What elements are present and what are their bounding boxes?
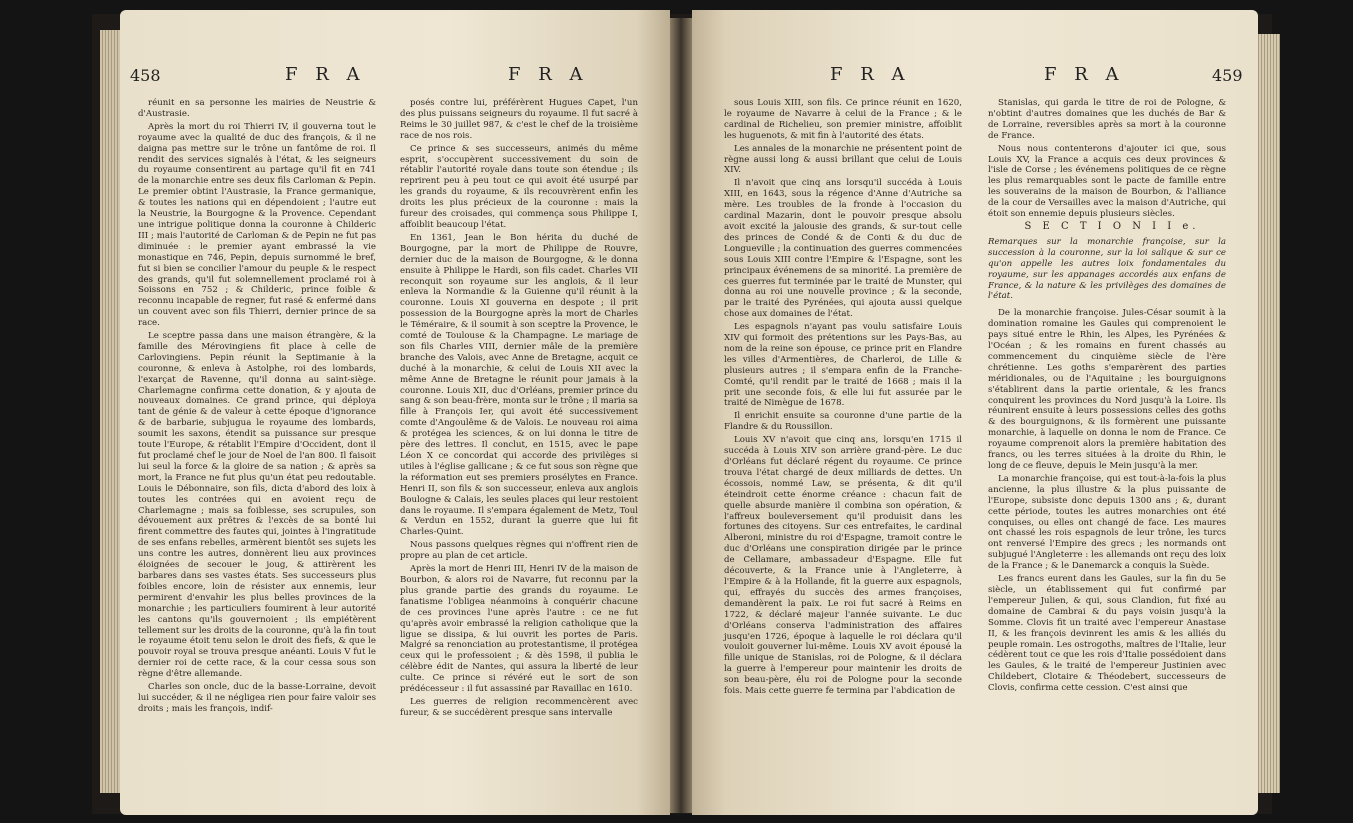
paragraph: La monarchie françoise, qui est tout-à-la-fois la plus ancienne, la plus illustre & la plus puissante de l'Europe, subsiste donc depuis 1300 ans ; &, durant cette période, toutes les autres monarchies ont été conquises, ou elles ont changé de face. Les maures ont chassé les rois espagnols de leur trône, les turcs ont renversé l'Empire des grecs ; les normands ont subjugué l'Angleterre : les allemands ont reçu des loix de la France ; & le Danemarck a conquis la Suède. <box>988 473 1226 572</box>
paragraph: Les guerres de religion recommencèrent avec fureur, & se succédèrent presque sans intervalle <box>400 696 638 718</box>
paragraph: Nous nous contenterons d'ajouter ici que, sous Louis XV, la France a acquis ces deux provinces & l'isle de Corse ; les événemens politiques de ce règne les plus remarquables sont le pacte de famille entre les souverains de la maison de Bourbon, & l'alliance de la cour de Versailles avec la maison d'Autriche, qui étoit son ennemie depuis plusieurs siècles. <box>988 143 1226 220</box>
page-number-right: 459 <box>1212 66 1243 85</box>
page-edge-left <box>100 30 120 793</box>
paragraph: Les espagnols n'ayant pas voulu satisfaire Louis XIV qui formoit des prétentions sur les Pays-Bas, au nom de la reine son épouse, ce prince prit en Flandre les villes d'Armentières, de Charleroi, de Lille & plusieurs autres ; il s'empara enfin de la Franche-Comté, qu'il rendit par le traité de 1668 ; mais il la prit une seconde fois, & elle lui fut assurée par le traité de Nimègue de 1678. <box>724 322 962 409</box>
running-head-left-col2: F R A <box>508 64 589 85</box>
paragraph: En 1361, Jean le Bon hérita du duché de Bourgogne, par la mort de Philippe de Rouvre, dernier duc de la maison de Bourgogne, & le donna ensuite à Philippe le Hardi, son fils cadet. Charles VII reconquit son royaume sur les anglois, & il leur enleva la Normandie & la Guienne qu'il réunit à la couronne. Louis XI gouverna en despote ; il prit possession de la Bourgogne après la mort de Charles le Téméraire, & il soumit à son sceptre la Provence, le comté de Toulouse & la Champagne. Le mariage de son fils Charles VIII, dernier mâle de la première branche des Valois, avec Anne de Bretagne, acquit ce duché à la monarchie, & celui de Louis XII avec la même Anne de Bretagne le réunit pour jamais à la couronne. Louis XII, duc d'Orléans, premier prince du sang & son beau-frère, monta sur le trône ; il maria sa fille à François Ier, qui avoit été successivement comte d'Angoulême & de Valois. Le nouveau roi aima & protégea les sciences, & on lui donna le titre de père des lettres. Il conclut, en 1515, avec le pape Léon X ce concordat qui accorde des privilèges si utiles à l'église gallicane ; & ce fut sous son règne que la réformation eut ses premiers prosélytes en France. Henri II, son fils & son successeur, enleva aux anglois Boulogne & Calais, les seules places qui leur restoient dans le royaume. Il s'empara également de Metz, Toul & Verdun en 1552, durant la guerre que lui fit Charles-Quint. <box>400 232 638 538</box>
book-gutter <box>670 18 692 813</box>
right-page-column-1 <box>724 98 962 807</box>
running-head-right-col1: F R A <box>830 64 911 85</box>
paragraph: Stanislas, qui garda le titre de roi de Pologne, & n'obtint d'autres domaines que les duchés de Bar & de Lorraine, reversibles après sa mort à la couronne de France. <box>988 98 1226 141</box>
paragraph: Ce prince & ses successeurs, animés du même esprit, s'occupèrent successivement du soin de rétablir l'autorité royale dans toute son étendue ; ils reprirent peu à peu tout ce qui avoit été usurpé par les grands du royaume, & ils recouvrèrent enfin les droits les plus précieux de la couronne : mais la fureur des croisades, qui commença sous Philippe I, affoiblit beaucoup l'état. <box>400 143 638 230</box>
left-page <box>120 10 670 815</box>
page-number-left: 458 <box>130 66 161 85</box>
left-page-header <box>120 64 670 90</box>
section-summary: Remarques sur la monarchie françoise, sur la succession à la couronne, sur la loi salique & sur ce qu'on appelle les autres loix fondamentales du royaume, sur les appanages accordés aux enfans de France, & la nature & les privilèges des domaines de l'état. <box>988 236 1226 302</box>
paragraph: Nous passons quelques règnes qui n'offrent rien de propre au plan de cet article. <box>400 540 638 562</box>
paragraph: De la monarchie françoise. Jules-César soumit à la domination romaine les Gaules qui comprenoient le pays situé entre le Rhin, les Alpes, les Pyrénées & l'Océan ; & les romains en furent chassés au commencement du cinquième siècle de l'ère chrétienne. Les goths s'emparèrent des parties méridionales, ou de l'Aquitaine ; les bourguignons s'établirent dans la partie orientale, & les francs conquirent les provinces du Nord jusqu'à la Loire. Ils réunirent ensuite à leurs possessions celles des goths & des bourguignons, & ils formèrent une puissante monarchie, à laquelle on donna le nom de France. Ce royaume comprenoit alors la première habitation des francs, ou les terres situées à la droite du Rhin, le long de ce fleuve, depuis le Mein jusqu'à la mer. <box>988 308 1226 471</box>
right-page-header <box>692 64 1258 90</box>
page-edge-right <box>1258 34 1280 793</box>
running-head-right-col2: F R A <box>1044 64 1125 85</box>
right-page <box>692 10 1258 815</box>
paragraph: réunit en sa personne les mairies de Neustrie & d'Austrasie. <box>138 98 376 119</box>
paragraph: Après la mort de Henri III, Henri IV de la maison de Bourbon, & alors roi de Navarre, fut reconnu par la plus grande partie des grands du royaume. Le fanatisme l'obligea néanmoins à conquérir chacune de ces provinces l'une après l'autre : ce ne fut qu'après avoir embrassé la religion catholique que la ligue se dissipa, & lui ouvrit les portes de Paris. Malgré sa renonciation au protestantisme, il protégea ceux qui le professoient ; & dès 1598, il publia le célèbre édit de Nantes, qui assura la liberté de leur culte. Ce prince si révéré eut le sort de son prédécesseur : il fut assassiné par Ravaillac en 1610. <box>400 564 638 695</box>
paragraph: Il enrichit ensuite sa couronne d'une partie de la Flandre & du Roussillon. <box>724 411 962 433</box>
left-page-column-2 <box>400 98 638 807</box>
paragraph: Les annales de la monarchie ne présentent point de règne aussi long & aussi brillant que celui de Louis XIV. <box>724 143 962 176</box>
paragraph: Les francs eurent dans les Gaules, sur la fin du 5e siècle, un établissement qui fut confirmé par l'empereur Julien, & qui, sous Clandion, fut fixé au domaine de Cambrai & du pays voisin jusqu'à la Somme. Clovis fit un traité avec l'empereur Anastase II, & les françois devinrent les amis & les alliés du peuple romain. Les ostrogoths, maîtres de l'Italie, leur cédèrent tout ce que les rois d'Italie possédoient dans les Gaules, & le traité de l'empereur Justinien avec Childebert, Clotaire & Théodebert, successeurs de Clovis, confirma cette cession. C'est ainsi que <box>988 574 1227 694</box>
left-page-column-1 <box>138 98 376 807</box>
paragraph: Le sceptre passa dans une maison étrangère, & la famille des Mérovingiens fit place à celle de Carlovingiens. Pepin réunit la Septimanie à la couronne, & enleva à Astolphe, roi des lombards, l'exarçat de Ravenne, qu'il donna au saint-siège. Charlemagne confirma cette donation, & y ajouta de nouveaux domaines. Ce grand prince, qui déploya tant de génie & de valeur à cette époque d'ignorance & de barbarie, subjugua le royaume des lombards, soumit les saxons, étendit sa puissance sur presque toute l'Europe, & rétablit l'Empire d'Occident, dont il fut proclamé chef le jour de Noel de l'an 800. Il faisoit lui seul la force & la gloire de sa nation ; & après sa mort, la France ne fut plus qu'un état peu redoutable. Louis le Débonnaire, son fils, dicta d'abord des loix à toutes les contrées qui en avoient reçu de Charlemagne ; mais sa foiblesse, ses scrupules, son dévouement aux prêtres & l'excès de sa bonté lui firent commettre des fautes qui, jointes à l'ingratitude de ses enfans rebelles, armèrent bientôt ses sujets les uns contre les autres, donnèrent lieu aux provinces éloignées de secouer le joug, & attirèrent les barbares dans ses vastes états. Ses successeurs plus foibles encore, loin de résister aux ennemis, leur permirent d'envahir les plus belles provinces de la monarchie ; les particuliers foumirent à leur autorité les cantons qu'ils gouvernoient ; ils empiétèrent tellement sur les droits de la couronne, qu'à la fin tout le royaume étoit tenu selon le droit des fiefs, & que le pouvoir royal se trouva presque anéanti. Louis V fut le dernier roi de cette race, & la cour cessa sous son règne d'être allemande. <box>138 331 376 680</box>
section-title: S E C T I O N I I e. <box>1024 220 1200 232</box>
paragraph: Il n'avoit que cinq ans lorsqu'il succéda à Louis XIII, en 1643, sous la régence d'Anne d'Autriche sa mère. Les troubles de la fronde à l'occasion du cardinal Mazarin, dont le pouvoir presque absolu avoit excité la jalousie des grands, & sur-tout celle des princes de Condé & de Conti & du duc de Longueville ; la continuation des guerres commencées sous Louis XIII contre l'Empire & l'Espagne, sont les principaux événemens de sa minorité. La première de ces guerres fut terminée par le traité de Munster, qui donna au roi une nouvelle province ; & la seconde, par le traité des Pyrénées, qui ajouta aussi quelque chose aux domaines de l'état. <box>724 178 962 320</box>
right-page-column-2 <box>988 98 1226 807</box>
paragraph: Louis XV n'avoit que cinq ans, lorsqu'en 1715 il succéda à Louis XIV son arrière grand-père. Le duc d'Orléans fut déclaré régent du royaume. Ce prince trouva l'état chargé de deux milliards de dettes. Un écossois, nommé Law, se présenta, & dit qu'il éteindroit cette énorme créance : chacun fait de quelle absurde manière il combina son opération, & l'affreux bouleversement qu'il produisit dans les fortunes des citoyens. Sur ces entrefaites, le cardinal Alberoni, ministre du roi d'Espagne, tramoit contre le duc d'Orléans une conspiration dirigée par le prince de Cellamare, ambassadeur d'Espagne. Elle fut découverte, & la France unie à l'Angleterre, à l'Empire & à la Hollande, fit la guerre aux espagnols, qui, effrayés du succès des armes françoises, demandèrent la paix. Le roi fut sacré à Reims en 1722, & déclaré majeur l'année suivante. Le duc d'Orléans conserva l'administration des affaires jusqu'en 1726, époque à laquelle le roi déclara qu'il vouloit gouverner lui-même. Louis XV avoit épousé la fille unique de Stanislas, roi de Pologne, & il déclara la guerre à l'empereur pour maintenir les droits de son beau-père, élu roi de Pologne pour la seconde fois. Mais cette guerre fe termina par l'abdication de <box>724 435 962 697</box>
paragraph: posés contre lui, préférèrent Hugues Capet, l'un des plus puissans seigneurs du royaume. Il fut sacré à Reims le 30 juillet 987, & c'est le chef de la troisième race de nos rois. <box>400 98 638 141</box>
running-head-left-col1: F R A <box>285 64 366 85</box>
paragraph: Après la mort du roi Thierri IV, il gouverna tout le royaume avec la qualité de duc des françois, & il ne daigna pas mettre sur le trône un fantôme de roi. Il rendit des services signalés à l'état, & les seigneurs du royaume consentirent au partage qu'il fit en 741 de la monarchie entre ses deux fils Carloman & Pepin. Le premier obtint l'Austrasie, la France germanique, & toutes les nations qui en dépendoient ; l'autre eut la Neustrie, la Bourgogne & la Provence. Cependant une intrigue politique donna la couronne à Childeric III ; mais l'autorité de Carloman & de Pepin ne fut pas diminuée : le premier ayant embrassé la vie monastique en 746, Pepin, depuis surnommé le bref, fut si bien se concilier l'amour du peuple & le respect des grands, qu'il fut solemnellement proclamé roi à Soissons en 752 ; & Childeric, prince foible & reconnu incapable de regner, fut rasé & enfermé dans un couvent avec son fils Thierri, dernier prince de sa race. <box>138 121 376 329</box>
paragraph: Charles son oncle, duc de la basse-Lorraine, devoit lui succéder, & il ne négligea rien pour faire valoir ses droits ; mais les françois, indif- <box>138 682 376 714</box>
paragraph: sous Louis XIII, son fils. Ce prince réunit en 1620, le royaume de Navarre à celui de la France ; & le cardinal de Richelieu, son premier ministre, affoiblit les huguenots, & mit fin à l'autorité des états. <box>724 98 962 141</box>
